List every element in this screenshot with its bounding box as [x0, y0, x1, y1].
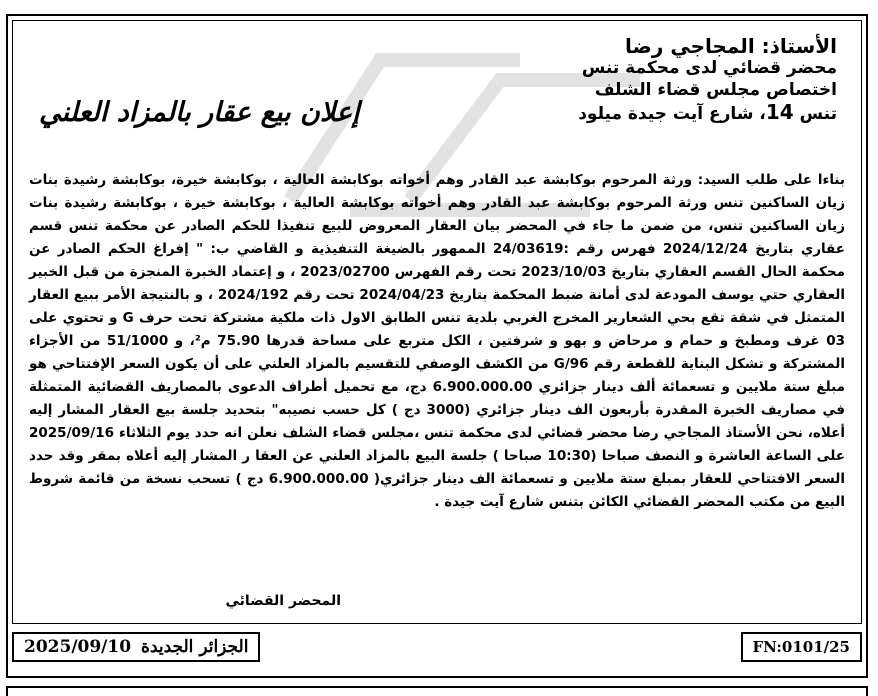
reference-box [741, 632, 862, 662]
footer [12, 632, 862, 664]
publication-box [12, 632, 260, 662]
address-number: 14 [765, 100, 794, 124]
bailiff-name: الأستاذ: المجاجي رضا [625, 34, 837, 58]
bailiff-court: محضر قضائي لدى محكمة تنس [581, 58, 837, 78]
announcement-title: إعلان بيع عقار بالمزاد العلني [39, 97, 360, 128]
signature-title: المحضر القضائي [225, 593, 341, 609]
reference-number: FN:0101/25 [752, 638, 850, 656]
publication-date: 2025/09/10 [24, 637, 132, 657]
announcement-body [12, 20, 862, 624]
announcement-text [29, 169, 845, 514]
newspaper-name: الجزائر الجديدة [141, 637, 249, 657]
address-street: ، شارع آيت جيدة ميلود [578, 104, 766, 124]
bailiff-office [578, 35, 837, 125]
address-city: تنس [793, 104, 837, 124]
bailiff-jurisdiction: اختصاص مجلس قضاء الشلف [594, 80, 837, 100]
next-announcement-edge [6, 686, 868, 696]
header [13, 35, 861, 167]
body-paragraph: بناءا على طلب السيد: ورثة المرحوم بوكابشة عبد القادر وهم أخواته بوكابشة العالية ، بوكابشة خيرة، بوكابشة رشيدة بنات زيان الساكنين تنس ورثة المرحوم بوكابشة عبد القادر وهم أخواته بوكابشة العالية ، بوكابشة خيرة ، بوكابشة رشيدة بنات زيان الساكنين تنس، من ضمن ما جاء في المحضر بيان العقار المعروض للبيع تنفيذا للحكم الصادر عن محكمة تنس قسم عقاري بتاريخ 2024/12/24 فهرس رقم :24/03619 الممهور بالضيغة التنفيذية و القاضي ب: " إفراغ الحكم الصادر عن محكمة الحال القسم العقاري بتاريخ 2023/10/03 تحت رقم الفهرس 2023/02700 ، و إعتماد الخبرة المنجزة من قبل الخبير العقاري حتي يوسف المودعة لدى أمانة ضبط المحكمة بتاريخ 2024/04/23 تحت رقم 2024/192 ، و بالنتيجة الأمر ببيع العقار المتمثل في شقة تقع بحي الشعارير المخرج الغربي بلدية تنس الطابق الاول ذات ملكية مشتركة تحت حرف G و تحتوي على 03 غرف ومطبخ و حمام و مرحاض و بهو و شرفتين ، الكل متربع على مساحة قدرها 75.90 م²، و 51/1000 من الأجزاء المشتركة و تشكل البناية للقطعة رقم G/96 من الكشف الوصفي للتقسيم بالمزاد العلني على أن يكون السعر الإفتتاحي هو مبلغ ستة ملايين و تسعمائة ألف دينار جزائري 6.900.000.00 دج، مع تحميل أطراف الدعوى بالمصاريف القضائية المتمثلة في مصاريف الخبرة المقدرة بأربعون الف دينار جزائري (3000 دج ) كل حسب نصيبه" بتحديد جلسة بيع العقار المشار إليه أعلاه، نحن الأستاذ المجاجي رضا محضر قضائي لدى محكمة تنس ،مجلس قضاء الشلف نعلن انه حدد يوم الثلاثاء 2025/09/16 على الساعة العاشرة و النصف صباحا (10:30 صباحا ) جلسة البيع بالمزاد العلني عن العقا ر المشار إليه أعلاه بمقر وقد حدد السعر الافتتاحي للعقار بمبلغ ستة ملايين و تسعمائة الف دينار جزائري( 6.900.000.00 دج ) تسحب نسخة من قائمة شروط البيع من مكتب المحضر القضائي الكائن بتنس شارع آيت جيدة . [29, 172, 846, 510]
bailiff-address [578, 101, 837, 125]
